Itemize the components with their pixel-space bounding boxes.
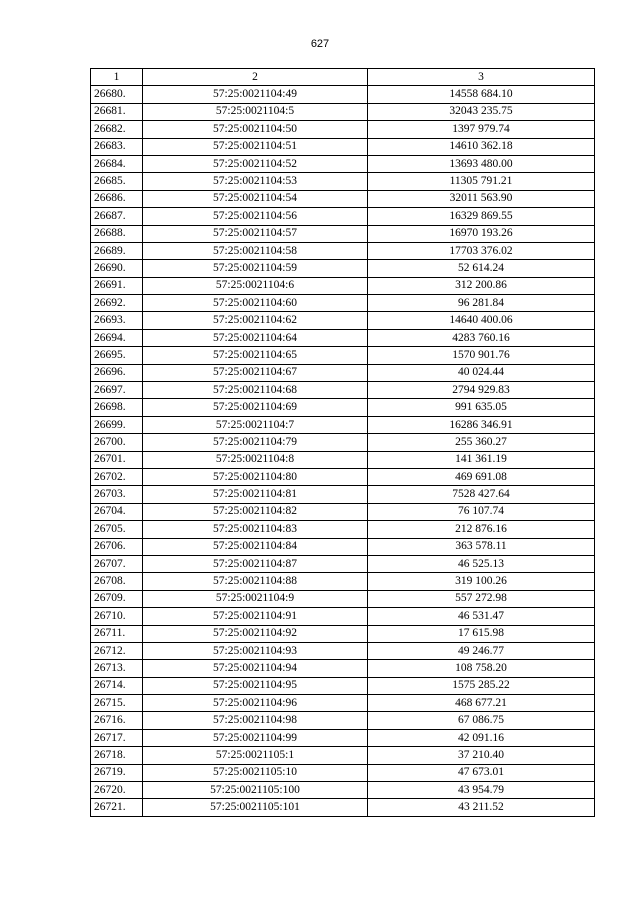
cadastral-number-cell: 57:25:0021104:6 [143,277,368,294]
table-row [91,799,595,816]
cadastral-value-cell: 76 107.74 [368,503,595,520]
cadastral-value-cell: 96 281.84 [368,295,595,312]
cadastral-value-cell: 1570 901.76 [368,347,595,364]
cadastral-value-cell: 16970 193.26 [368,225,595,242]
cadastral-number-cell: 57:25:0021104:91 [143,608,368,625]
table-row [91,521,595,538]
cadastral-value-cell: 255 360.27 [368,434,595,451]
cadastral-number-cell: 57:25:0021104:64 [143,329,368,346]
table-row [91,538,595,555]
table-row [91,121,595,138]
row-number-cell: 26683. [91,138,143,155]
cadastral-value-cell: 67 086.75 [368,712,595,729]
cadastral-number-cell: 57:25:0021104:82 [143,503,368,520]
cadastral-number-cell: 57:25:0021104:54 [143,190,368,207]
table-row [91,625,595,642]
cadastral-value-cell: 108 758.20 [368,660,595,677]
cadastral-number-cell: 57:25:0021105:10 [143,764,368,781]
cadastral-number-cell: 57:25:0021104:94 [143,660,368,677]
cadastral-value-cell: 14610 362.18 [368,138,595,155]
cadastral-number-cell: 57:25:0021104:88 [143,573,368,590]
row-number-cell: 26717. [91,729,143,746]
cadastral-number-cell: 57:25:0021104:84 [143,538,368,555]
row-number-cell: 26701. [91,451,143,468]
table-row [91,190,595,207]
cadastral-number-cell: 57:25:0021105:100 [143,782,368,799]
row-number-cell: 26712. [91,642,143,659]
cadastral-number-cell: 57:25:0021104:5 [143,103,368,120]
row-number-cell: 26700. [91,434,143,451]
cadastral-number-cell: 57:25:0021104:8 [143,451,368,468]
cadastral-value-table [90,68,595,817]
table-row [91,729,595,746]
cadastral-number-cell: 57:25:0021105:101 [143,799,368,816]
cadastral-number-cell: 57:25:0021104:65 [143,347,368,364]
cadastral-number-cell: 57:25:0021104:60 [143,295,368,312]
cadastral-number-cell: 57:25:0021104:83 [143,521,368,538]
table-row [91,242,595,259]
row-number-cell: 26708. [91,573,143,590]
table-row [91,103,595,120]
cadastral-value-cell: 557 272.98 [368,590,595,607]
row-number-cell: 26697. [91,382,143,399]
row-number-cell: 26696. [91,364,143,381]
table-row [91,364,595,381]
cadastral-value-cell: 46 525.13 [368,555,595,572]
cadastral-value-cell: 16286 346.91 [368,416,595,433]
column-header-number: 1 [91,69,143,86]
cadastral-number-cell: 57:25:0021104:57 [143,225,368,242]
table-row [91,173,595,190]
row-number-cell: 26720. [91,782,143,799]
table-row [91,590,595,607]
cadastral-value-cell: 14640 400.06 [368,312,595,329]
cadastral-number-cell: 57:25:0021104:96 [143,695,368,712]
table-row [91,399,595,416]
cadastral-value-cell: 468 677.21 [368,695,595,712]
column-header-cadastral-number: 2 [143,69,368,86]
row-number-cell: 26680. [91,86,143,103]
cadastral-number-cell: 57:25:0021104:79 [143,434,368,451]
row-number-cell: 26713. [91,660,143,677]
table-row [91,695,595,712]
cadastral-value-cell: 47 673.01 [368,764,595,781]
cadastral-value-cell: 312 200.86 [368,277,595,294]
table-row [91,329,595,346]
cadastral-value-cell: 32043 235.75 [368,103,595,120]
cadastral-value-cell: 212 876.16 [368,521,595,538]
table-row [91,451,595,468]
cadastral-value-cell: 319 100.26 [368,573,595,590]
table-row [91,347,595,364]
row-number-cell: 26714. [91,677,143,694]
row-number-cell: 26694. [91,329,143,346]
cadastral-number-cell: 57:25:0021104:98 [143,712,368,729]
row-number-cell: 26689. [91,242,143,259]
table-row [91,155,595,172]
cadastral-value-cell: 43 211.52 [368,799,595,816]
cadastral-value-cell: 40 024.44 [368,364,595,381]
row-number-cell: 26687. [91,208,143,225]
row-number-cell: 26718. [91,747,143,764]
row-number-cell: 26706. [91,538,143,555]
cadastral-value-cell: 141 361.19 [368,451,595,468]
row-number-cell: 26685. [91,173,143,190]
table-row [91,86,595,103]
row-number-cell: 26721. [91,799,143,816]
cadastral-number-cell: 57:25:0021104:81 [143,486,368,503]
cadastral-number-cell: 57:25:0021104:50 [143,121,368,138]
table-row [91,486,595,503]
cadastral-number-cell: 57:25:0021104:62 [143,312,368,329]
row-number-cell: 26702. [91,468,143,485]
cadastral-value-cell: 32011 563.90 [368,190,595,207]
row-number-cell: 26704. [91,503,143,520]
row-number-cell: 26710. [91,608,143,625]
table-row [91,138,595,155]
cadastral-number-cell: 57:25:0021104:59 [143,260,368,277]
cadastral-number-cell: 57:25:0021105:1 [143,747,368,764]
cadastral-value-cell: 2794 929.83 [368,382,595,399]
row-number-cell: 26711. [91,625,143,642]
row-number-cell: 26695. [91,347,143,364]
row-number-cell: 26692. [91,295,143,312]
cadastral-value-cell: 11305 791.21 [368,173,595,190]
row-number-cell: 26693. [91,312,143,329]
table-row [91,468,595,485]
cadastral-value-cell: 7528 427.64 [368,486,595,503]
table-row [91,503,595,520]
cadastral-value-cell: 17 615.98 [368,625,595,642]
cadastral-value-cell: 49 246.77 [368,642,595,659]
table-row [91,555,595,572]
cadastral-value-cell: 17703 376.02 [368,242,595,259]
table-row [91,382,595,399]
row-number-cell: 26682. [91,121,143,138]
row-number-cell: 26699. [91,416,143,433]
table-row [91,712,595,729]
cadastral-number-cell: 57:25:0021104:56 [143,208,368,225]
row-number-cell: 26707. [91,555,143,572]
cadastral-number-cell: 57:25:0021104:53 [143,173,368,190]
cadastral-value-cell: 52 614.24 [368,260,595,277]
table-row [91,277,595,294]
cadastral-number-cell: 57:25:0021104:49 [143,86,368,103]
table-row [91,642,595,659]
table-row [91,434,595,451]
cadastral-value-cell: 1397 979.74 [368,121,595,138]
row-number-cell: 26716. [91,712,143,729]
table-row [91,208,595,225]
row-number-cell: 26715. [91,695,143,712]
cadastral-number-cell: 57:25:0021104:80 [143,468,368,485]
row-number-cell: 26686. [91,190,143,207]
row-number-cell: 26709. [91,590,143,607]
cadastral-value-cell: 1575 285.22 [368,677,595,694]
table-row [91,764,595,781]
table-row [91,782,595,799]
cadastral-value-cell: 37 210.40 [368,747,595,764]
table-row [91,747,595,764]
page-number: 627 [310,38,330,50]
cadastral-number-cell: 57:25:0021104:51 [143,138,368,155]
cadastral-value-cell: 46 531.47 [368,608,595,625]
row-number-cell: 26691. [91,277,143,294]
cadastral-number-cell: 57:25:0021104:9 [143,590,368,607]
header-row [91,69,595,86]
cadastral-number-cell: 57:25:0021104:87 [143,555,368,572]
row-number-cell: 26719. [91,764,143,781]
cadastral-value-cell: 13693 480.00 [368,155,595,172]
cadastral-value-cell: 363 578.11 [368,538,595,555]
table-row [91,312,595,329]
row-number-cell: 26688. [91,225,143,242]
cadastral-number-cell: 57:25:0021104:67 [143,364,368,381]
cadastral-value-cell: 469 691.08 [368,468,595,485]
row-number-cell: 26681. [91,103,143,120]
cadastral-number-cell: 57:25:0021104:69 [143,399,368,416]
row-number-cell: 26690. [91,260,143,277]
column-header-value: 3 [368,69,595,86]
table-row [91,260,595,277]
cadastral-number-cell: 57:25:0021104:58 [143,242,368,259]
cadastral-number-cell: 57:25:0021104:52 [143,155,368,172]
cadastral-number-cell: 57:25:0021104:99 [143,729,368,746]
table-row [91,225,595,242]
row-number-cell: 26698. [91,399,143,416]
cadastral-value-cell: 16329 869.55 [368,208,595,225]
table-row [91,295,595,312]
table-row [91,573,595,590]
table-header [91,69,595,86]
cadastral-number-cell: 57:25:0021104:92 [143,625,368,642]
cadastral-value-cell: 43 954.79 [368,782,595,799]
cadastral-value-cell: 4283 760.16 [368,329,595,346]
row-number-cell: 26705. [91,521,143,538]
cadastral-value-cell: 42 091.16 [368,729,595,746]
cadastral-number-cell: 57:25:0021104:68 [143,382,368,399]
cadastral-value-cell: 991 635.05 [368,399,595,416]
table-row [91,677,595,694]
cadastral-value-cell: 14558 684.10 [368,86,595,103]
cadastral-number-cell: 57:25:0021104:95 [143,677,368,694]
row-number-cell: 26703. [91,486,143,503]
table-body [91,86,595,816]
cadastral-number-cell: 57:25:0021104:93 [143,642,368,659]
row-number-cell: 26684. [91,155,143,172]
table-row [91,608,595,625]
table-row [91,660,595,677]
cadastral-number-cell: 57:25:0021104:7 [143,416,368,433]
table-row [91,416,595,433]
